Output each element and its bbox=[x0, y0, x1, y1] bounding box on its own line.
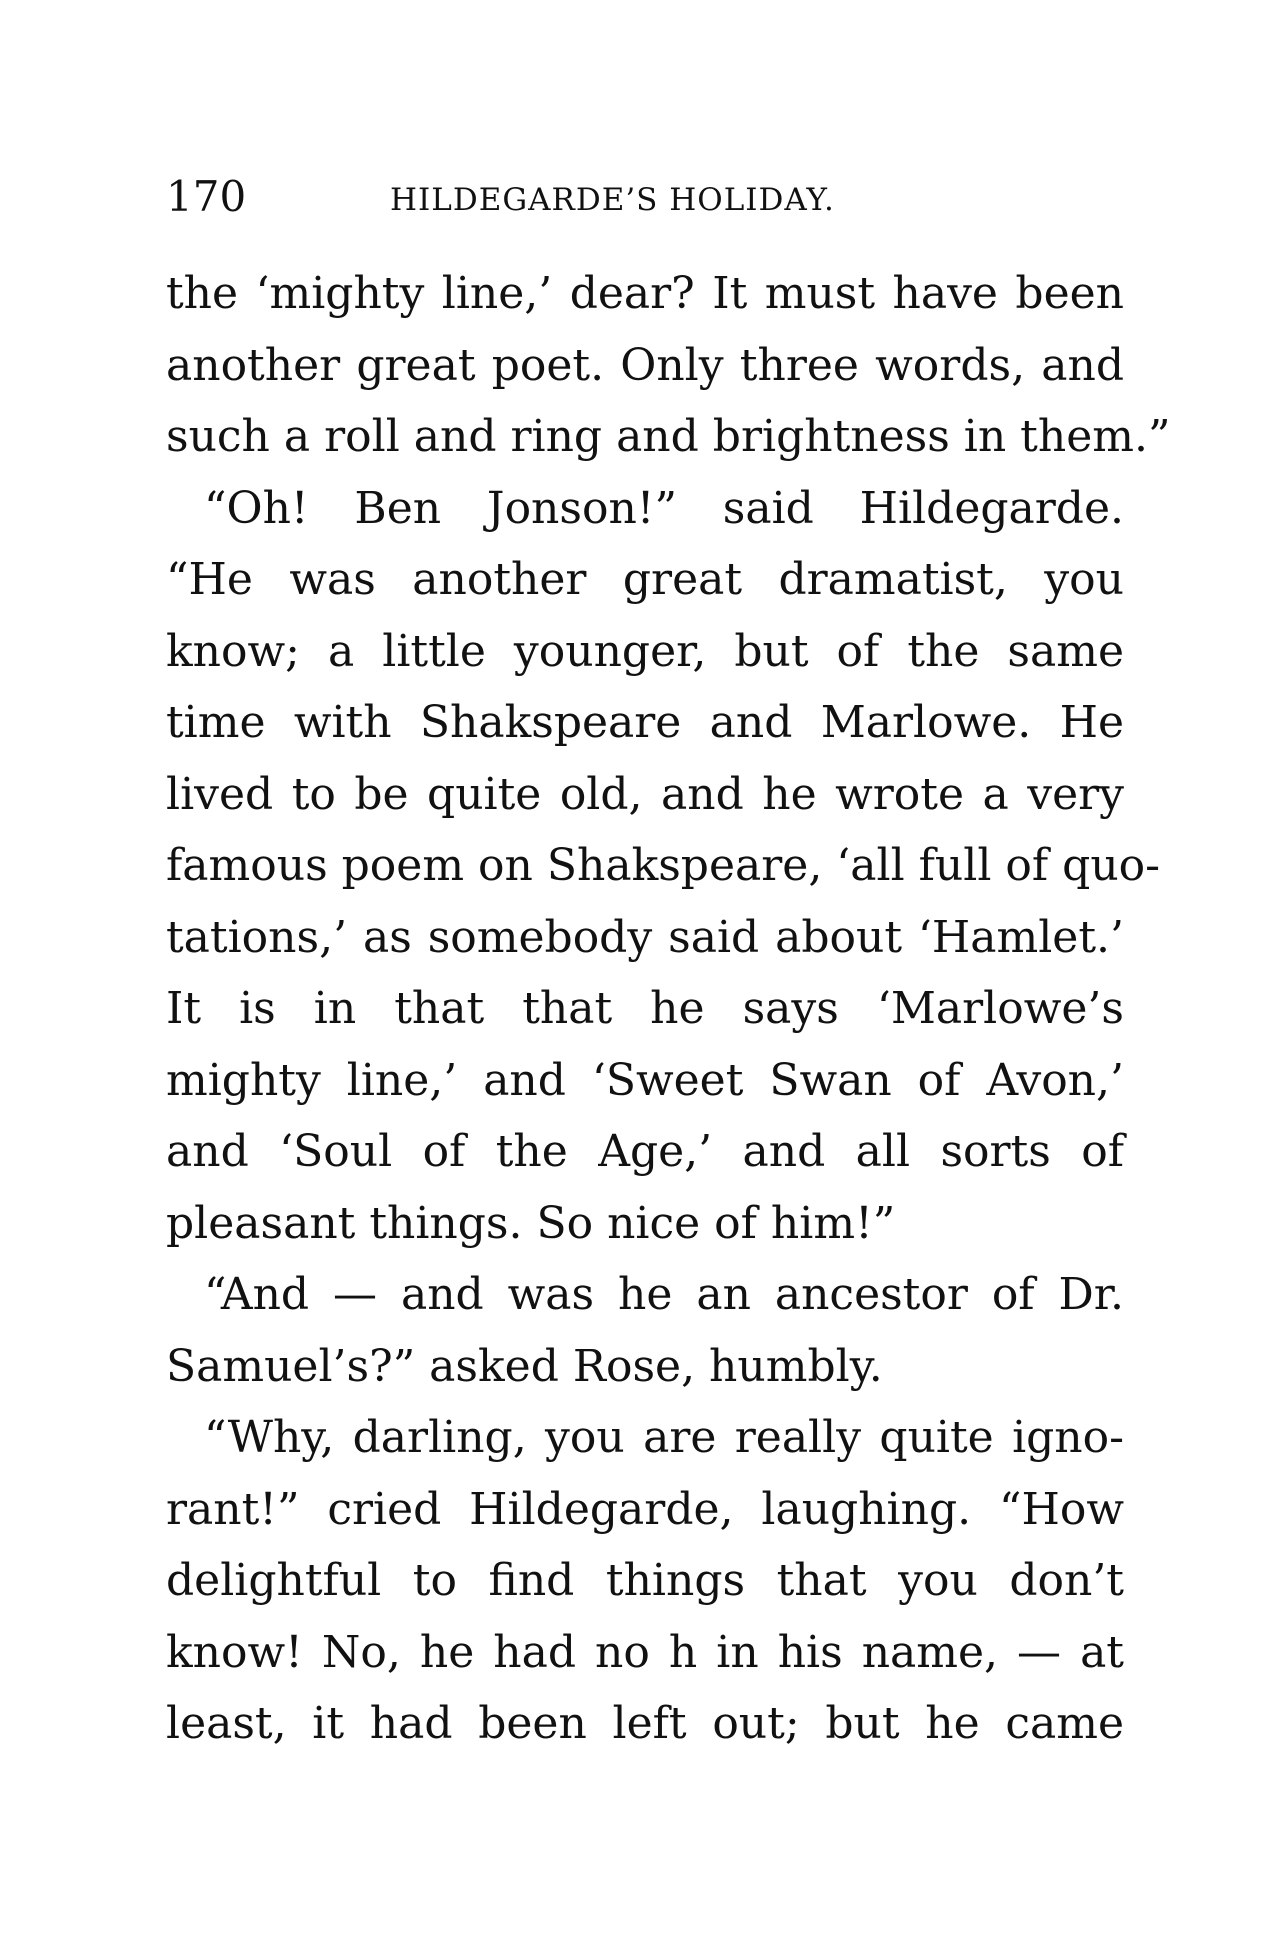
text-line: “And — and was he an ancestor of Dr. bbox=[204, 1269, 1124, 1320]
text-line: another great poet. Only three words, and bbox=[166, 339, 1124, 391]
text-line: rant!” cried Hildegarde, laughing. “How bbox=[166, 1483, 1124, 1535]
text-line: “He was another great dramatist, you bbox=[166, 554, 1124, 605]
text-line: know; a little younger, but of the same bbox=[166, 625, 1124, 677]
text-line: “Oh! Ben Jonson!” said Hildegarde. bbox=[204, 482, 1124, 534]
text-line: the ‘mighty line,’ dear? It must have been bbox=[166, 268, 1124, 319]
text-line: time with Shakspeare and Marlowe. He bbox=[166, 697, 1124, 748]
text-line: tations,’ as somebody said about ‘Hamlet.’ bbox=[166, 911, 1124, 963]
text-line: famous poem on Shakspeare, ‘all full of quo- bbox=[166, 840, 1161, 891]
text-line: “Why, darling, you are really quite igno- bbox=[204, 1412, 1124, 1463]
text-line: and ‘Soul of the Age,’ and all sorts of bbox=[166, 1126, 1124, 1177]
body-text bbox=[166, 258, 1171, 1760]
text-line: such a roll and ring and brightness in them.” bbox=[166, 411, 1171, 462]
text-line: delightful to find things that you don’t bbox=[166, 1555, 1124, 1606]
text-line: know! No, he had no h in his name, — at bbox=[166, 1626, 1124, 1678]
text-line: It is in that that he says ‘Marlowe’s bbox=[166, 983, 1124, 1034]
page-header bbox=[166, 172, 1136, 232]
text-line: least, it had been left out; but he came bbox=[166, 1698, 1124, 1749]
text-line: pleasant things. So nice of him!” bbox=[166, 1197, 896, 1249]
page-number: 170 bbox=[166, 172, 247, 221]
text-line: lived to be quite old, and he wrote a very bbox=[166, 768, 1124, 820]
text-line: Samuel’s?” asked Rose, humbly. bbox=[166, 1340, 883, 1392]
text-line: mighty line,’ and ‘Sweet Swan of Avon,’ bbox=[166, 1054, 1124, 1106]
running-title: HILDEGARDE’S HOLIDAY. bbox=[390, 182, 835, 218]
